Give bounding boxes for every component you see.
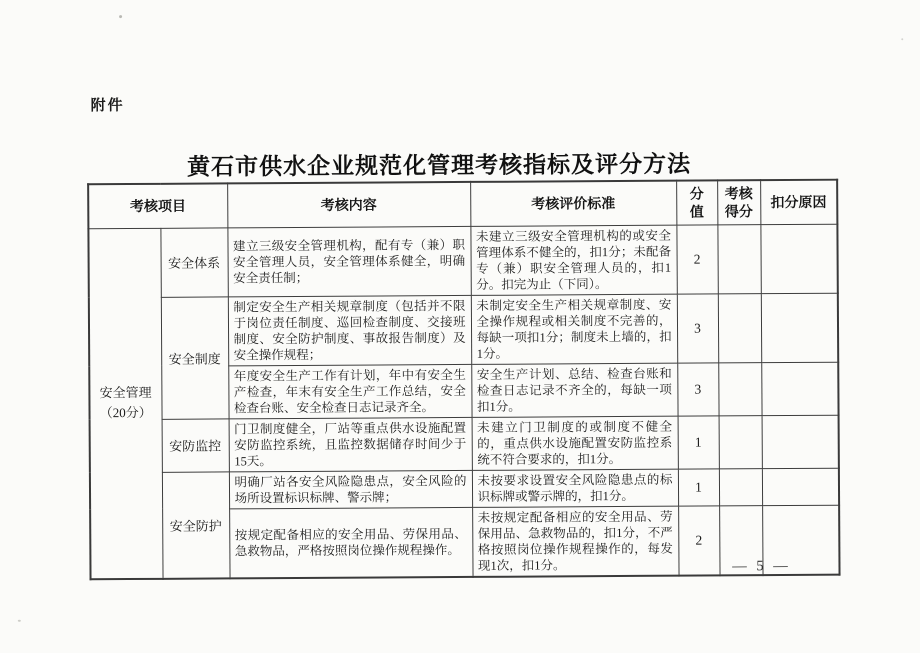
table-row xyxy=(90,415,839,473)
score-cell: 2 xyxy=(676,224,717,293)
content-cell: 明确厂站各安全风险隐患点，安全风险的场所设置标识标牌、警示牌； xyxy=(229,470,472,508)
standard-cell: 未制定安全生产相关规章制度、安全操作规程或相关制度不完善的，每缺一项扣1分；制度未上墙的，扣1分。 xyxy=(471,294,677,364)
table-header-row xyxy=(88,180,837,229)
assessment-table xyxy=(87,179,840,580)
obtained-score-cell xyxy=(718,362,761,415)
content-cell: 建立三级安全管理机构，配有专（兼）职安全管理人员，安全管理体系健全，明确安全责任制； xyxy=(227,226,470,296)
score-cell: 1 xyxy=(678,415,719,468)
obtained-score-cell xyxy=(719,415,762,468)
obtained-score-cell xyxy=(719,468,762,505)
deduction-reason-cell xyxy=(762,468,839,505)
table-row xyxy=(88,224,837,298)
deduction-reason-cell xyxy=(761,362,838,415)
content-cell: 按规定配备相应的安全用品、劳保用品、急救物品，严格按照岗位操作规程操作。 xyxy=(229,507,472,578)
standard-cell: 安全生产计划、总结、检查台账和检查日志记录不齐全的，每缺一项扣1分。 xyxy=(471,363,677,417)
document-title: 黄石市供水企业规范化管理考核指标及评分方法 xyxy=(186,150,692,180)
category-line1: 安全管理 xyxy=(99,384,152,401)
header-score-label: 分值 xyxy=(689,185,704,220)
header-obtained-score xyxy=(717,180,760,224)
deduction-reason-cell xyxy=(762,415,839,468)
standard-cell: 未建立门卫制度的或制度不健全的，重点供水设施配置安防监控系统不符合要求的，扣1分。 xyxy=(472,416,678,470)
subcategory-cell: 安全防护 xyxy=(162,471,230,578)
score-cell: 1 xyxy=(678,468,719,505)
score-cell: 3 xyxy=(677,293,718,362)
table-row xyxy=(89,293,838,367)
score-cell: 3 xyxy=(677,362,718,415)
subcategory-cell: 安防监控 xyxy=(162,418,229,471)
header-obtained-label: 考核得分 xyxy=(724,185,753,220)
header-content: 考核内容 xyxy=(227,182,470,227)
table-row xyxy=(90,468,839,510)
obtained-score-cell xyxy=(718,293,761,362)
deduction-reason-cell xyxy=(761,293,838,362)
attachment-label: 附件 xyxy=(90,97,125,115)
standard-cell: 未按要求设置安全风险隐患点的标识标牌或警示牌的，扣1分。 xyxy=(472,469,678,507)
content-cell: 年度安全生产工作有计划，年中有安全生产检查，年末有安全生产工作总结，安全检查台账、安全检查日志记录齐全。 xyxy=(228,364,471,418)
deduction-reason-cell xyxy=(760,224,837,293)
header-standard: 考核评价标准 xyxy=(470,181,676,226)
subcategory-cell: 安全制度 xyxy=(161,296,229,418)
obtained-score-cell xyxy=(717,224,760,293)
header-deduction-reason: 扣分原因 xyxy=(760,180,837,224)
content-cell: 制定安全生产相关规章制度（包括并不限于岗位责任制度、巡回检查制度、交接班制度、安全防护制度、事故报告制度）及安全操作规程； xyxy=(228,295,471,365)
category-line2: （20分） xyxy=(99,404,152,421)
page-number: — 5 — xyxy=(732,557,791,575)
scan-artifact xyxy=(901,38,903,40)
standard-cell: 未建立三级安全管理机构的或安全管理体系不健全的，扣1分；未配备专（兼）职安全管理人员的，扣1分。扣完为止（下同）。 xyxy=(470,225,676,295)
content-cell: 门卫制度健全，厂站等重点供水设施配置安防监控系统，且监控数据储存时间少于15天。 xyxy=(229,417,472,471)
standard-cell: 未按规定配备相应的安全用品、劳保用品、急救物品的，扣1分，不严格按照岗位操作规程操作的，每发现1次，扣1分。 xyxy=(472,506,678,577)
header-item: 考核项目 xyxy=(88,183,227,228)
subcategory-cell: 安全体系 xyxy=(160,227,227,296)
scan-artifact xyxy=(18,620,21,622)
scan-artifact xyxy=(119,15,122,18)
header-score xyxy=(676,180,717,224)
category-cell xyxy=(88,228,162,579)
score-cell: 2 xyxy=(678,505,719,575)
